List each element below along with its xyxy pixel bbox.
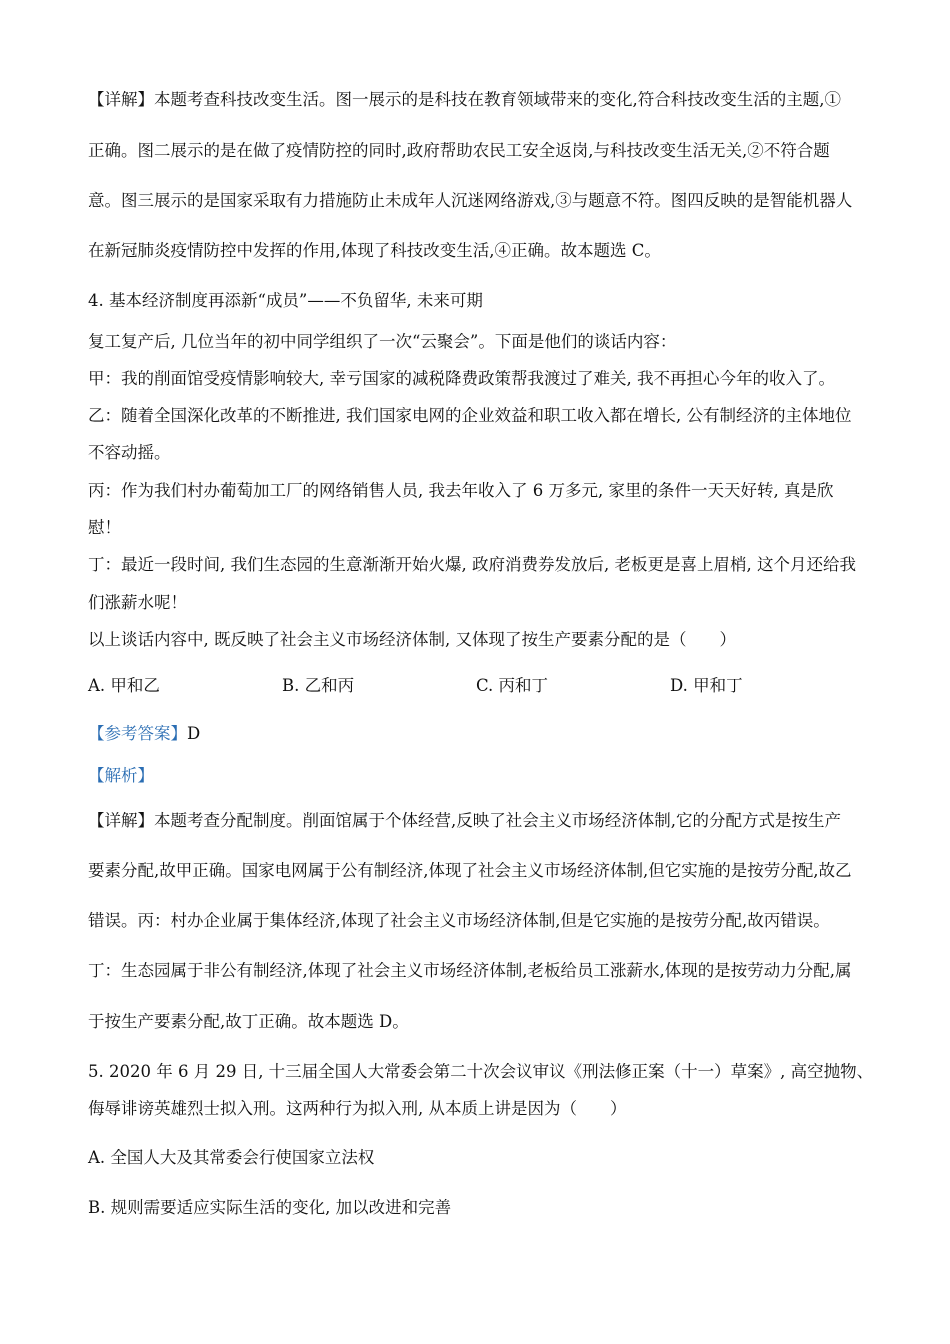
- q4-explain-line-3: 错误。丙：村办企业属于集体经济,体现了社会主义市场经济体制,但是它实施的是按劳分配,故丙错误。: [88, 911, 830, 930]
- q4-speaker-jia: 甲：我的削面馆受疫情影响较大, 幸亏国家的减税降费政策帮我渡过了难关, 我不再担心今年的收入了。: [88, 369, 835, 388]
- q4-intro: 复工复产后, 几位当年的初中同学组织了一次“云聚会”。下面是他们的谈话内容：: [88, 332, 677, 351]
- q4-speaker-yi-line-2: 不容动摇。: [88, 443, 171, 462]
- q4-explain-tag: 【详解】: [88, 811, 154, 830]
- q4-analysis-tag: 【解析】: [88, 766, 154, 785]
- q4-answer: [88, 723, 200, 745]
- q4-speaker-bing-line-1: 丙：作为我们村办葡萄加工厂的网络销售人员, 我去年收入了 6 万多元, 家里的条件一天天好转, 真是欣: [88, 481, 834, 500]
- q4-explain-line-4: 丁：生态园属于非公有制经济,体现了社会主义市场经济体制,老板给员工涨薪水,体现的是按劳动力分配,属: [88, 961, 852, 980]
- q4-speaker-ding-line-2: 们涨薪水呢！: [88, 593, 187, 612]
- q5-option-b: B. 规则需要适应实际生活的变化, 加以改进和完善: [88, 1198, 452, 1217]
- q3-explain-line-4: 在新冠肺炎疫情防控中发挥的作用,体现了科技改变生活,④正确。故本题选 C。: [88, 241, 661, 260]
- q4-explain-line-1: 【详解】本题考查分配制度。削面馆属于个体经营,反映了社会主义市场经济体制,它的分配方式是按生产: [88, 811, 841, 830]
- q4-title: 4. 基本经济制度再添新“成员”——不负留华, 未来可期: [88, 291, 483, 310]
- q4-speaker-ding-line-1: 丁：最近一段时间, 我们生态园的生意渐渐开始火爆, 政府消费券发放后, 老板更是喜上眉梢, 这个月还给我: [88, 555, 856, 574]
- q4-question: 以上谈话内容中, 既反映了社会主义市场经济体制, 又体现了按生产要素分配的是（ ）: [88, 630, 736, 649]
- q4-option-a: A. 甲和乙: [88, 676, 160, 695]
- q5-option-a: A. 全国人大及其常委会行使国家立法权: [88, 1148, 375, 1167]
- q4-answer-value: D: [187, 724, 201, 743]
- q3-explain-line-2: 正确。图二展示的是在做了疫情防控的同时,政府帮助农民工安全返岗,与科技改变生活无关,②不符合题: [88, 141, 830, 160]
- q3-explain-tag: 【详解】: [88, 90, 154, 109]
- q4-speaker-bing-line-2: 慰！: [88, 518, 121, 537]
- q5-stem-line-1: 5. 2020 年 6 月 29 日, 十三届全国人大常委会第二十次会议审议《刑法修正案（十一）草案》, 高空抛物、: [88, 1062, 874, 1081]
- q5-stem-line-2: 侮辱诽谤英雄烈士拟入刑。这两种行为拟入刑, 从本质上讲是因为（ ）: [88, 1099, 627, 1118]
- q4-explain-line-2: 要素分配,故甲正确。国家电网属于公有制经济,体现了社会主义市场经济体制,但它实施的是按劳分配,故乙: [88, 861, 852, 880]
- q3-explain-line-1: 【详解】本题考查科技改变生活。图一展示的是科技在教育领域带来的变化,符合科技改变生活的主题,①: [88, 90, 841, 109]
- q3-explain-line-3: 意。图三展示的是国家采取有力措施防止未成年人沉迷网络游戏,③与题意不符。图四反映的是智能机器人: [88, 191, 853, 210]
- q4-option-c: C. 丙和丁: [476, 676, 549, 695]
- q4-option-d: D. 甲和丁: [670, 676, 743, 695]
- q4-answer-tag: 【参考答案】: [88, 724, 187, 743]
- q4-option-b: B. 乙和丙: [282, 676, 355, 695]
- q4-speaker-yi-line-1: 乙：随着全国深化改革的不断推进, 我们国家电网的企业效益和职工收入都在增长, 公有制经济的主体地位: [88, 406, 852, 425]
- q4-explain-line-5: 于按生产要素分配,故丁正确。故本题选 D。: [88, 1012, 409, 1031]
